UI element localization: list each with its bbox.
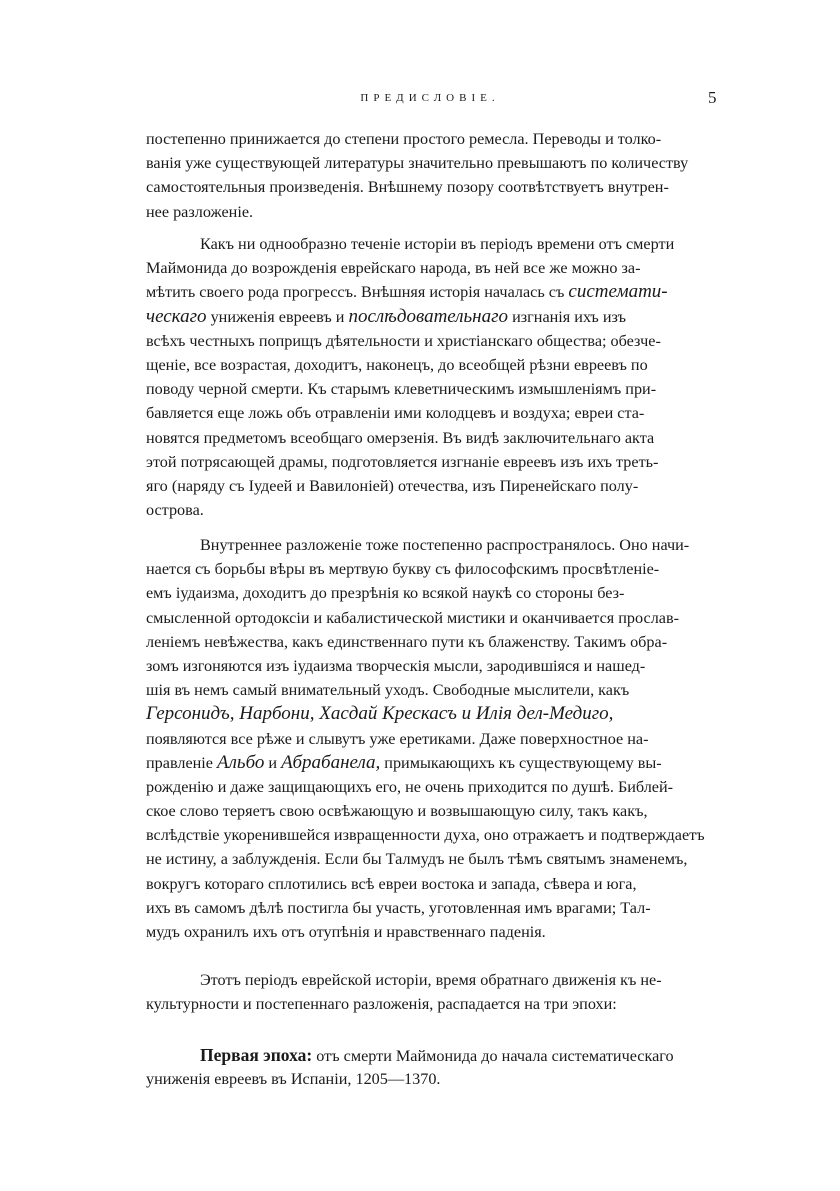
text-run: ихъ въ самомъ дѣлѣ постигла бы участь, уготовленная имъ врагами; Тал- [146,898,651,917]
text-run: Маймонида до возрожденія еврейскаго народа, въ ней все же можно за- [146,259,641,278]
text-line [146,630,724,654]
text-line [146,377,724,401]
running-header: ПРЕДИСЛОВІЕ. [360,92,500,104]
text-line [146,992,710,1016]
text-run: емъ іудаизма, доходитъ до презрѣнія ко всякой наукѣ со стороны без- [146,584,625,603]
text-run: Внутреннее разложеніе тоже постепенно распространялось. Оно начи- [200,536,690,554]
text-run: щеніе, все возрастая, доходитъ, наконецъ, до всеобщей рѣзни евреевъ по [146,355,648,374]
text-run: постепенно принижается до степени простого ремесла. Переводы и толко- [146,130,662,148]
bold-text: Первая эпоха: [200,1045,313,1065]
text-run: униженія евреевъ и [206,307,349,326]
paragraph-1 [146,127,708,224]
text-run: нее разложеніе. [146,202,254,221]
text-line [146,474,724,498]
text-line [146,175,708,199]
text-line [146,823,724,847]
text-line [146,329,724,353]
text-run: не истину, а заблужденія. Если бы Талмудъ не былъ тѣмъ святымъ знаменемъ, [146,850,688,869]
text-run: правленіе [146,753,218,772]
text-run: яго (наряду съ Іудеей и Вавилоніей) отечества, изъ Пиренейскаго полу- [146,476,639,495]
text-run: вокругъ котораго сплотились всѣ евреи востока и запада, сѣвера и юга, [146,874,637,893]
text-run: Какъ ни однообразно теченіе исторіи въ періодъ времени отъ смерти [200,235,675,253]
text-line [146,401,724,425]
text-line [146,533,724,557]
text-run: этой потрясающей драмы, подготовляется изгнаніе евреевъ изъ ихъ треть- [146,452,659,471]
text-run: мудъ охранилъ ихъ отъ отупѣнія и нравственнаго паденія. [146,923,546,941]
text-run: мѣтить своего рода прогрессъ. Внѣшняя исторія началась съ [146,283,569,302]
text-run: ское слово теряетъ свою освѣжающую и возвышающую силу, такъ какъ, [146,802,648,821]
text-run: смысленной ортодоксіи и кабалистической мистики и оканчивается прослав- [146,608,679,627]
paragraph-5 [146,1043,706,1091]
text-run: примыкающихъ къ существующему вы- [380,753,662,772]
text-run: изгнанія ихъ изъ [508,307,626,326]
text-line [146,200,708,224]
italic-text: Альбо [217,751,265,773]
text-run: зомъ изгоняются изъ іудаизма творческія мысли, зародившіяся и нашед- [146,656,646,675]
text-line [146,920,724,944]
text-line [146,1043,706,1067]
text-line [146,127,708,151]
text-run: поводу черной смерти. Къ старымъ клеветническимъ измышленіямъ при- [146,380,657,399]
text-line [146,968,710,992]
italic-text: системати- [568,281,668,303]
text-line [146,847,724,871]
text-run: острова. [146,501,204,520]
text-line [146,896,724,920]
text-line [146,775,724,799]
italic-text: Абрабанела, [281,751,381,773]
text-line [146,872,724,896]
text-run: появляются все рѣже и слывутъ уже еретиками. Даже поверхностное на- [146,729,649,748]
text-line [146,256,724,280]
text-run: Этотъ періодъ еврейской исторіи, время обратнаго движенія къ не- [200,971,662,989]
text-line [146,557,724,581]
text-run: униженія евреевъ въ Испаніи, 1205—1370. [146,1070,441,1089]
text-line [146,727,724,751]
text-run: ванія уже существующей литературы значительно превышаютъ по количеству [146,154,689,173]
text-line [146,426,724,450]
paragraph-4 [146,968,710,1016]
text-line [146,450,724,474]
text-run: шія въ немъ самый внимательный уходъ. Свободные мыслители, какъ [146,681,630,700]
text-line [146,678,724,702]
text-line [146,654,724,678]
text-line [146,498,724,522]
italic-text: ческаго [146,305,207,327]
text-run: отъ смерти Маймонида до начала систематическаго [312,1047,674,1065]
italic-text: послѣдовательнаго [348,305,509,327]
text-line [146,799,724,823]
text-line [146,581,724,605]
paragraph-3 [146,533,724,944]
text-line [146,1067,706,1091]
text-line [146,151,708,175]
text-run: культурности и постепеннаго разложенія, распадается на три эпохи: [146,995,617,1014]
text-line [146,751,724,775]
text-run: вслѣдствіе укоренившейся извращенности духа, оно отражаетъ и подтверждаетъ [146,826,705,845]
text-line [146,232,724,256]
text-run: леніемъ невѣжества, какъ единственнаго пути къ блаженству. Такимъ обра- [146,632,668,651]
page-number: 5 [708,88,717,107]
text-run: новятся предметомъ всеобщаго омерзенія. Въ видѣ заключительнаго акта [146,428,655,447]
text-run: рожденію и даже защищающихъ его, не очень приходится по душѣ. Библей- [146,777,674,796]
paragraph-2 [146,232,724,522]
text-line [146,353,724,377]
text-run: всѣхъ честныхъ поприщъ дѣятельности и христіанскаго общества; обезче- [146,331,661,350]
text-line [146,305,724,329]
text-run: бавляется еще ложь объ отравленіи ими колодцевъ и воздуха; евреи ста- [146,404,645,423]
text-line [146,280,724,304]
italic-text: Герсонидъ, Нарбони, Хасдай Крескасъ и Илія дел-Медиго, [146,703,614,725]
text-line [146,606,724,630]
text-run: нается съ борьбы вѣры въ мертвую букву съ философскимъ просвѣтленіе- [146,560,660,579]
text-run: самостоятельныя произведенія. Внѣшнему позору соотвѣтствуетъ внутрен- [146,178,669,197]
text-line [146,702,724,726]
text-run: и [264,753,282,772]
